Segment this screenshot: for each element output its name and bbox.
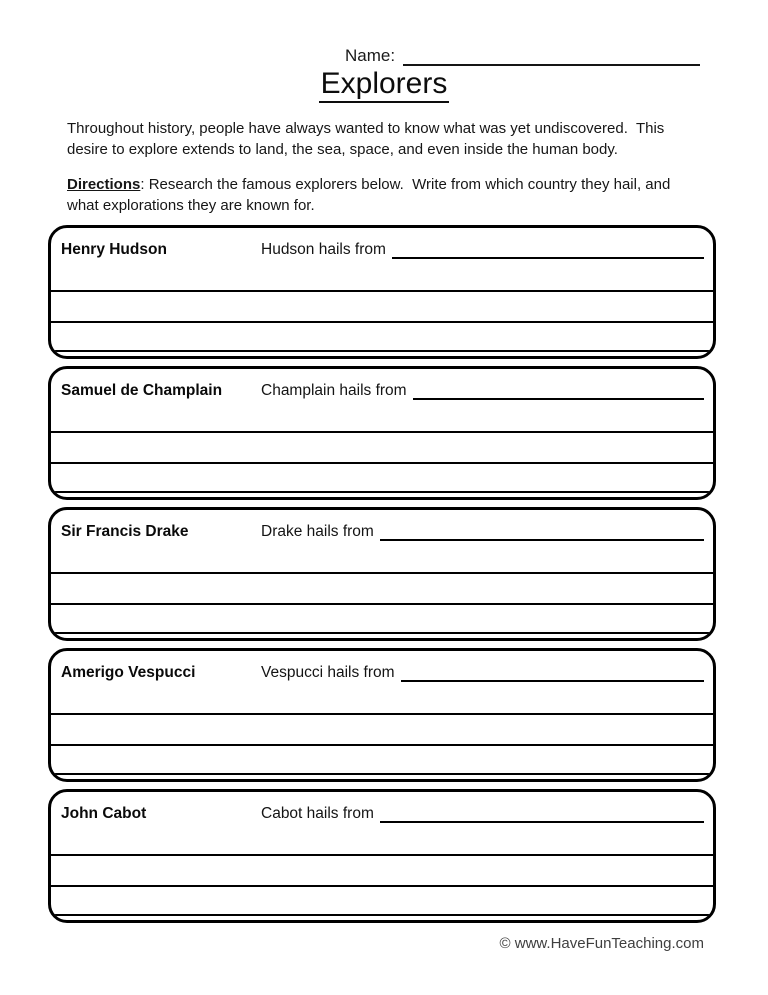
footer-credit: © www.HaveFunTeaching.com bbox=[499, 935, 704, 952]
hails-from-label: Cabot hails from bbox=[261, 805, 374, 822]
explorer-box-samuel-de-champlain bbox=[48, 366, 716, 500]
hails-from-blank[interactable] bbox=[380, 521, 704, 541]
writing-line[interactable] bbox=[48, 744, 716, 746]
writing-line[interactable] bbox=[48, 462, 716, 464]
writing-line[interactable] bbox=[48, 290, 716, 292]
writing-line[interactable] bbox=[48, 632, 716, 634]
hails-from-label: Vespucci hails from bbox=[261, 664, 395, 681]
explorer-name: Henry Hudson bbox=[61, 241, 167, 258]
explorer-name: John Cabot bbox=[61, 805, 147, 822]
directions-paragraph bbox=[67, 174, 702, 216]
explorer-name: Samuel de Champlain bbox=[61, 382, 223, 399]
hails-from-label: Champlain hails from bbox=[261, 382, 407, 399]
page-title: Explorers bbox=[319, 67, 450, 103]
explorer-box-sir-francis-drake bbox=[48, 507, 716, 641]
hails-from-blank[interactable] bbox=[401, 662, 704, 682]
hails-from-blank[interactable] bbox=[380, 803, 704, 823]
box-header bbox=[61, 380, 704, 400]
writing-line[interactable] bbox=[48, 773, 716, 775]
writing-line[interactable] bbox=[48, 431, 716, 433]
writing-line[interactable] bbox=[48, 854, 716, 856]
name-blank[interactable] bbox=[403, 47, 700, 66]
explorer-name: Amerigo Vespucci bbox=[61, 664, 196, 681]
hails-from-blank[interactable] bbox=[392, 239, 704, 259]
writing-line[interactable] bbox=[48, 603, 716, 605]
writing-line[interactable] bbox=[48, 713, 716, 715]
hails-from-blank[interactable] bbox=[413, 380, 704, 400]
box-header bbox=[61, 521, 704, 541]
name-label: Name: bbox=[345, 46, 396, 65]
box-header bbox=[61, 803, 704, 823]
directions-label: Directions bbox=[67, 176, 141, 193]
hails-from-label: Hudson hails from bbox=[261, 241, 386, 258]
writing-line[interactable] bbox=[48, 885, 716, 887]
name-row bbox=[345, 46, 700, 66]
explorer-boxes bbox=[48, 225, 716, 923]
directions-text: : Research the famous explorers below. Write from which country they hail, and what explorations they are known for. bbox=[67, 176, 675, 214]
explorer-box-john-cabot bbox=[48, 789, 716, 923]
writing-line[interactable] bbox=[48, 914, 716, 916]
box-header bbox=[61, 239, 704, 259]
intro-text: Throughout history, people have always wanted to know what was yet undiscovered. This desire to explore extends to land, the sea, space, and even inside the human body. bbox=[67, 120, 669, 158]
box-header bbox=[61, 662, 704, 682]
writing-line[interactable] bbox=[48, 321, 716, 323]
hails-from-label: Drake hails from bbox=[261, 523, 374, 540]
explorer-name: Sir Francis Drake bbox=[61, 523, 189, 540]
explorer-box-henry-hudson bbox=[48, 225, 716, 359]
writing-line[interactable] bbox=[48, 572, 716, 574]
explorer-box-amerigo-vespucci bbox=[48, 648, 716, 782]
title-wrap bbox=[0, 67, 768, 103]
writing-line[interactable] bbox=[48, 491, 716, 493]
writing-line[interactable] bbox=[48, 350, 716, 352]
